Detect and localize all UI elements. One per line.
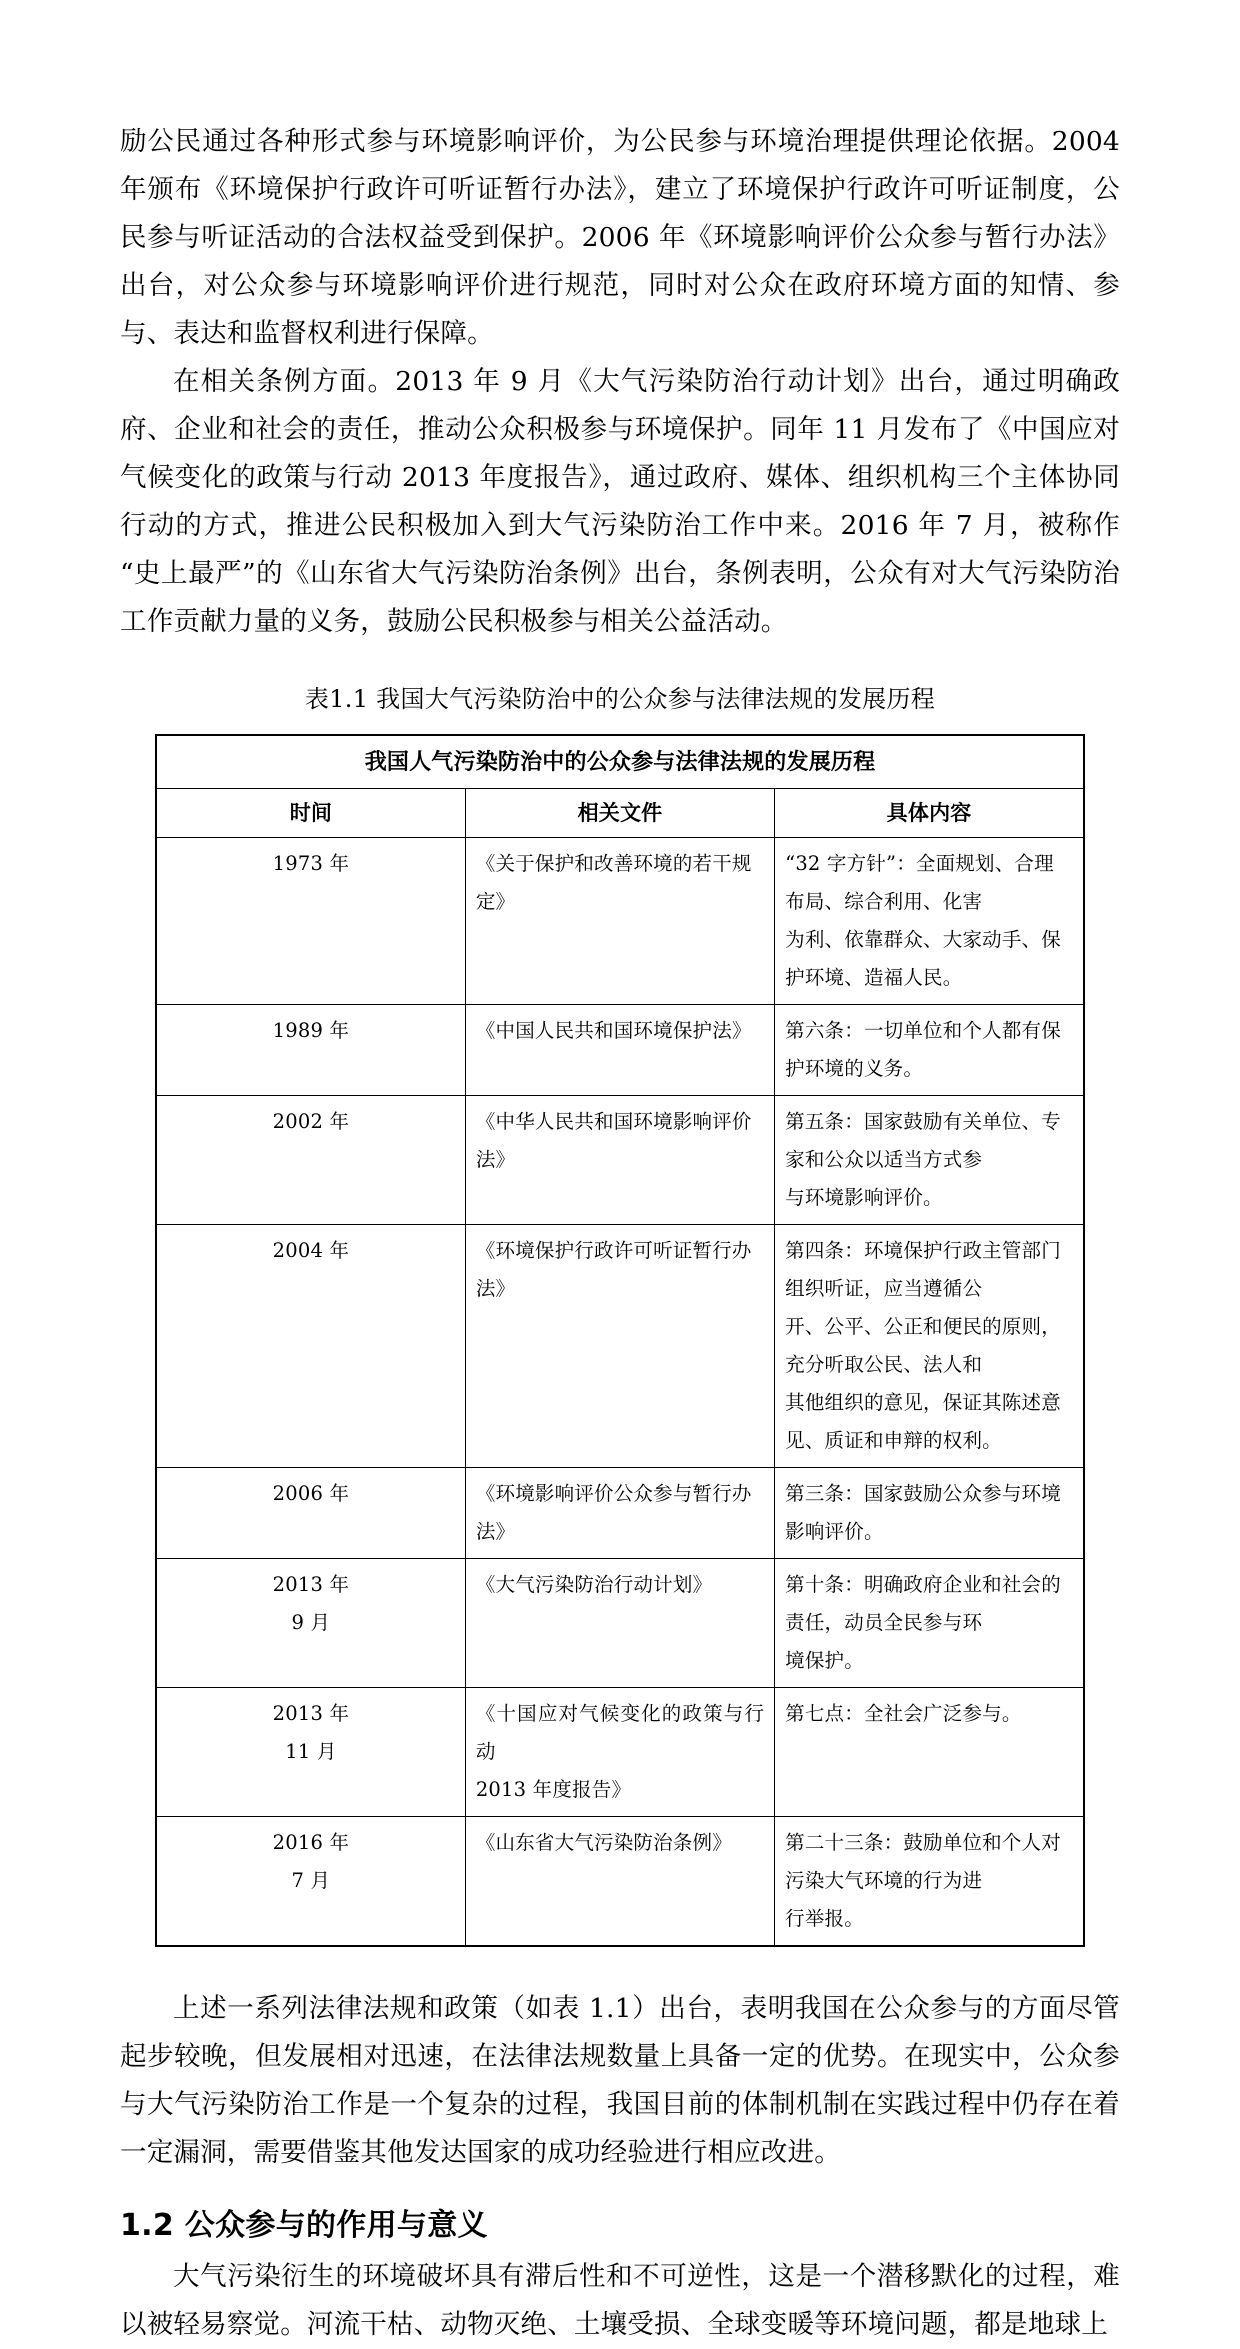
- content-line: 第五条：国家鼓励有关单位、专家和公众以适当方式参: [785, 1110, 1061, 1171]
- cell-content: [775, 1225, 1084, 1468]
- document-line: 《山东省大气污染防治条例》: [475, 1831, 732, 1854]
- paragraph-1: 励公民通过各种形式参与环境影响评价，为公民参与环境治理提供理论依据。2004 年颁布《环境保护行政许可听证暂行办法》，建立了环境保护行政许可听证制度，公民参与听证活动的合法权益受到保护。2006 年《环境影响评价公众参与暂行办法》出台，对公众参与环境影响评价进行规范，同时对公众在政府环境方面的知情、参与、表达和监督权利进行保障。: [120, 126, 1120, 349]
- column-header-content: 具体内容: [775, 789, 1084, 838]
- cell-content: [775, 1817, 1084, 1947]
- table-row: [156, 1096, 1084, 1225]
- content-line: 境保护。: [785, 1649, 864, 1672]
- document-line: 《大气污染防治行动计划》: [475, 1573, 713, 1596]
- table-title-row: [156, 735, 1084, 789]
- table-row: [156, 1688, 1084, 1817]
- table-row: [156, 1817, 1084, 1947]
- time-line: 2013 年: [272, 1702, 350, 1725]
- content-line: 为利、依靠群众、大家动手、保护环境、造福人民。: [785, 928, 1061, 989]
- cell-document: [465, 1468, 774, 1559]
- cell-time: [156, 838, 465, 1005]
- cell-time: [156, 1468, 465, 1559]
- content-line: 第三条：国家鼓励公众参与环境影响评价。: [785, 1482, 1061, 1543]
- document-line: 《环境影响评价公众参与暂行办法》: [475, 1482, 752, 1543]
- cell-time: [156, 1096, 465, 1225]
- time-line: 7 月: [291, 1869, 331, 1892]
- cell-time: [156, 1688, 465, 1817]
- cell-time: [156, 1225, 465, 1468]
- cell-document: [465, 1096, 774, 1225]
- table-caption: 表1.1 我国大气污染防治中的公众参与法律法规的发展历程: [304, 685, 936, 713]
- table-row: [156, 838, 1084, 1005]
- content-line: 第七点：全社会广泛参与。: [785, 1702, 1022, 1725]
- spacer: [120, 1947, 1120, 1985]
- table-row: [156, 1468, 1084, 1559]
- section-heading-1-2: [120, 2203, 1120, 2249]
- table-body: [156, 735, 1084, 1946]
- content-line: 第六条：一切单位和个人都有保护环境的义务。: [785, 1019, 1061, 1080]
- column-header-document: 相关文件: [465, 789, 774, 838]
- cell-time: [156, 1559, 465, 1688]
- document-line: 《十国应对气候变化的政策与行动: [475, 1702, 765, 1763]
- document-line: 《环境保护行政许可听证暂行办法》: [475, 1239, 752, 1300]
- section-number: 1.2: [120, 2208, 175, 2243]
- paragraph-2: 在相关条例方面。2013 年 9 月《大气污染防治行动计划》出台，通过明确政府、企业和社会的责任，推动公众积极参与环境保护。同年 11 月发布了《中国应对气候变化的政策与行动 2013 年度报告》，通过政府、媒体、组织机构三个主体协同行动的方式，推进公民积极加入到大气污染防治工作中来。2016 年 7 月，被称作“史上最严”的《山东省大气污染防治条例》出台，条例表明，公众有对大气污染防治工作贡献力量的义务，鼓励公民积极参与相关公益活动。: [120, 366, 1120, 637]
- table-row: [156, 1005, 1084, 1096]
- content-line: 第二十三条：鼓励单位和个人对污染大气环境的行为进: [785, 1831, 1061, 1892]
- cell-content: [775, 1688, 1084, 1817]
- time-line: 1973 年: [272, 852, 350, 875]
- cell-content: [775, 1468, 1084, 1559]
- time-line: 2006 年: [272, 1482, 350, 1505]
- paragraph-3: 上述一系列法律法规和政策（如表 1.1）出台，表明我国在公众参与的方面尽管起步较晚，但发展相对迅速，在法律法规数量上具备一定的优势。在现实中，公众参与大气污染防治工作是一个复杂的过程，我国目前的体制机制在实践过程中仍存在着一定漏洞，需要借鉴其他发达国家的成功经验进行相应改进。: [120, 1993, 1120, 2168]
- cell-content: [775, 1559, 1084, 1688]
- content-line: 第十条：明确政府企业和社会的责任，动员全民参与环: [785, 1573, 1061, 1634]
- cell-document: [465, 1688, 774, 1817]
- time-line: 2004 年: [272, 1239, 350, 1262]
- cell-document: [465, 1005, 774, 1096]
- table-title-cell: 我国人气污染防治中的公众参与法律法规的发展历程: [156, 735, 1084, 789]
- document-line: 《中华人民共和国环境影响评价法》: [475, 1110, 752, 1171]
- content-line: 第四条：环境保护行政主管部门组织听证，应当遵循公: [785, 1239, 1061, 1300]
- cell-content: [775, 1005, 1084, 1096]
- table-row: [156, 1559, 1084, 1688]
- table-row: [156, 1225, 1084, 1468]
- section-title: 公众参与的作用与意义: [184, 2208, 488, 2243]
- time-line: 2016 年: [272, 1831, 350, 1854]
- paragraph-4: 大气污染衍生的环境破坏具有滞后性和不可逆性，这是一个潜移默化的过程，难以被轻易察觉。河流干枯、动物灭绝、土壤受损、全球变暖等环境问题，都是地球上: [120, 2261, 1120, 2340]
- time-line: 2002 年: [272, 1110, 350, 1133]
- cell-document: [465, 1225, 774, 1468]
- time-line: 9 月: [291, 1611, 331, 1634]
- cell-document: [465, 1817, 774, 1947]
- time-line: 1989 年: [272, 1019, 350, 1042]
- content-line: 行举报。: [785, 1907, 864, 1930]
- cell-time: [156, 1005, 465, 1096]
- content-line: 其他组织的意见，保证其陈述意见、质证和申辩的权利。: [785, 1391, 1061, 1452]
- document-line: 《关于保护和改善环境的若干规定》: [475, 852, 752, 913]
- time-line: 2013 年: [272, 1573, 350, 1596]
- cell-content: [775, 1096, 1084, 1225]
- table-header-row: [156, 789, 1084, 838]
- content-line: 开、公平、公正和便民的原则，充分听取公民、法人和: [785, 1315, 1061, 1376]
- cell-document: [465, 838, 774, 1005]
- document-line: 2013 年度报告》: [475, 1778, 632, 1801]
- time-line: 11 月: [285, 1740, 337, 1763]
- content-line: “32 字方针”：全面规划、合理布局、综合利用、化害: [785, 852, 1054, 913]
- cell-time: [156, 1817, 465, 1947]
- cell-content: [775, 838, 1084, 1005]
- column-header-time: 时间: [156, 789, 465, 838]
- law-development-table: [155, 734, 1085, 1947]
- cell-document: [465, 1559, 774, 1688]
- content-line: 与环境影响评价。: [785, 1186, 943, 1209]
- document-line: 《中国人民共和国环境保护法》: [475, 1019, 752, 1042]
